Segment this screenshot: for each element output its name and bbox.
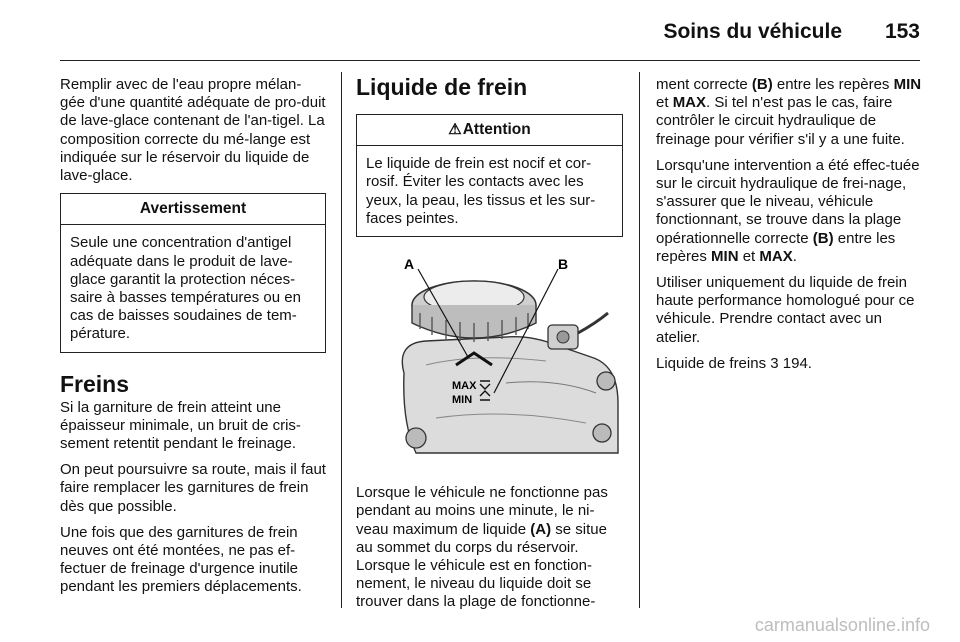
brakes-paragraph-3: Une fois que des garnitures de frein neuves ont été montées, ne pas ef-fectuer de freinage d'urgence inutile pendant les premiers déplacements.	[60, 523, 302, 596]
text-run: et	[738, 247, 760, 265]
brake-fluid-paragraph-1	[356, 484, 623, 611]
warning-box	[60, 193, 326, 352]
text-run: ment correcte	[656, 76, 752, 93]
callout-a-label: A	[404, 256, 415, 273]
page-reference-arrow-icon: 3	[770, 354, 779, 372]
watermark: carmanualsonline.info	[754, 615, 930, 635]
warning-box-title: Avertissement	[61, 194, 325, 225]
warning-box-text: Seule une concentration d'antigel adéquate dans le produit de lave-glace garantit la protection néces-saire à basses températures ou en cas de baisses soudaines de tem-pérature.	[70, 234, 301, 343]
column-2	[356, 74, 623, 620]
text-run: Lorsque le véhicule ne fonctionne pas pendant au moins une minute, le ni-veau maximum de liquide	[356, 484, 608, 538]
ref-a: (A)	[530, 520, 552, 538]
callout-b-label: B	[558, 256, 569, 273]
column-3	[656, 76, 922, 381]
reference-page: 194.	[778, 354, 812, 372]
text-run: se situe au sommet du corps du réservoir. Lorsque le véhicule est en fonction-nement, le niveau du liquide doit se trouver dans la plage de fonctionne-	[356, 520, 607, 611]
page-number: 153	[884, 20, 920, 43]
min-term: MIN	[711, 247, 739, 265]
brakes-heading: Freins	[60, 370, 130, 397]
warning-triangle-icon: ⚠	[448, 121, 462, 138]
max-term: MAX	[759, 247, 793, 265]
text-run: . Si tel n'est pas le cas, faire contrôler le circuit hydraulique de freinage pour vérifier s'il y a une fuite.	[656, 94, 905, 148]
brake-fluid-paragraph-3	[656, 157, 922, 266]
min-term: MIN	[893, 76, 922, 93]
column-divider-2	[639, 72, 640, 608]
attention-box-title	[357, 115, 622, 146]
text-run: et	[656, 94, 673, 112]
max-mark-label: MAX	[452, 380, 477, 393]
min-mark-label: MIN	[452, 394, 473, 407]
cross-reference	[656, 355, 922, 373]
attention-box-text: Le liquide de frein est nocif et cor-rosif. Éviter les contacts avec les yeux, la peau, les tissus et les sur-faces peintes.	[366, 155, 596, 227]
brake-fluid-reservoir-illustration	[356, 253, 623, 465]
text-run: entre les repères	[772, 76, 894, 93]
text-run: .	[792, 247, 797, 265]
ref-b: (B)	[751, 76, 773, 93]
text-run: Liquide de freins	[656, 354, 771, 372]
page-header	[0, 0, 960, 64]
attention-box	[356, 114, 623, 237]
washer-fluid-paragraph: Remplir avec de l'eau propre mélan-gée d'une quantité adéquate de pro-duit de lave-glace contenant de l'an-tigel. La composition correcte du mé-lange est indiquée sur le réservoir du liquide de lave-glace.	[60, 76, 326, 185]
header-title: Soins du véhicule	[663, 20, 842, 43]
text-run: entre les repères	[656, 229, 896, 265]
brake-fluid-paragraph-4: Utiliser uniquement du liquide de frein haute performance homologué pour ce véhicule. Prendre contact avec un atelier.	[656, 274, 915, 346]
column-1	[60, 76, 326, 605]
brake-fluid-paragraph-2	[656, 76, 922, 149]
brake-fluid-heading: Liquide de frein	[356, 74, 528, 100]
attention-label: Attention	[462, 121, 531, 138]
column-divider-1	[341, 72, 342, 608]
ref-b: (B)	[812, 229, 834, 247]
header-rule	[60, 60, 920, 61]
max-term: MAX	[672, 94, 707, 112]
text-run: Lorsqu'une intervention a été effec-tuée sur le circuit hydraulique de frei-nage, s'assurer que le niveau, véhicule fonctionnant, se trouve dans la plage opérationnelle correcte	[656, 156, 920, 247]
brakes-paragraph-2: On peut poursuivre sa route, mais il faut faire remplacer les garnitures de frein dès que possible.	[60, 461, 326, 515]
brakes-paragraph-1: Si la garniture de frein atteint une épaisseur minimale, un bruit de cris-sement retentit pendant le freinage.	[60, 398, 301, 453]
